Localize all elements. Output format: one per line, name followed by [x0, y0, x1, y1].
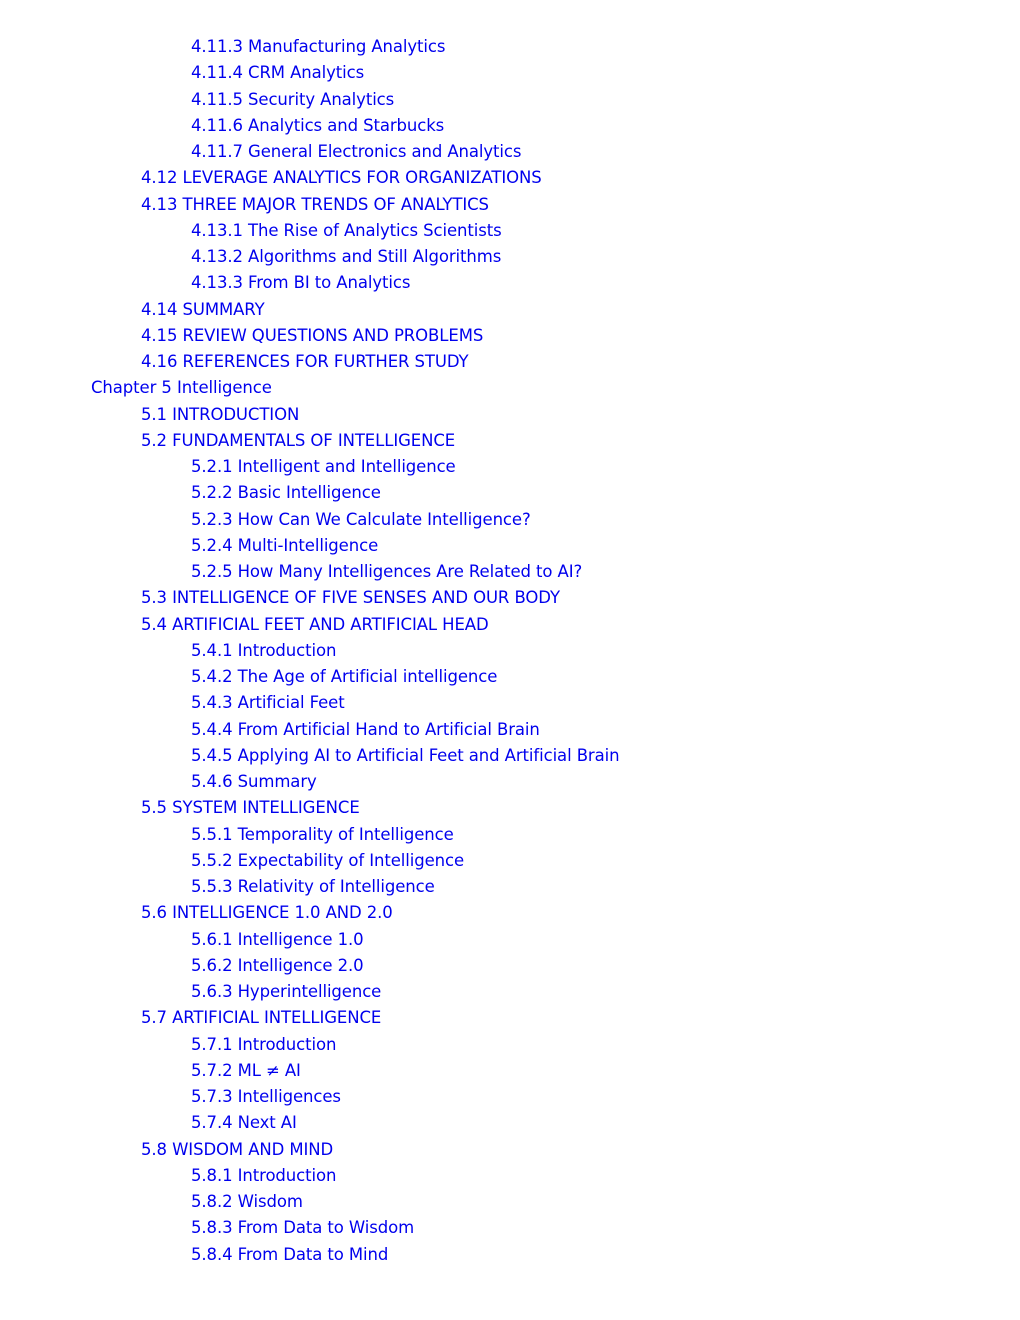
toc-link-level-3[interactable]: 5.2.4 Multi-Intelligence: [191, 535, 379, 555]
toc-link-level-3[interactable]: 5.7.4 Next AI: [191, 1113, 297, 1133]
toc-link-level-3[interactable]: 5.6.2 Intelligence 2.0: [191, 955, 364, 975]
toc-item: [0, 375, 1020, 401]
table-of-contents: [0, 34, 1020, 1268]
toc-item: [0, 1084, 1020, 1110]
toc-link-level-3[interactable]: 5.8.2 Wisdom: [191, 1192, 303, 1211]
toc-item: [0, 638, 1020, 664]
toc-item: [0, 979, 1020, 1005]
toc-item: [0, 1189, 1020, 1215]
toc-item: [0, 690, 1020, 716]
toc-item: [0, 874, 1020, 900]
toc-item: [0, 900, 1020, 926]
toc-link-level-2[interactable]: 4.13 THREE MAJOR TRENDS OF ANALYTICS: [141, 194, 489, 214]
toc-item: [0, 533, 1020, 559]
toc-item: [0, 218, 1020, 244]
toc-item: [0, 1163, 1020, 1189]
toc-item: [0, 848, 1020, 874]
toc-item: [0, 297, 1020, 323]
toc-link-level-3[interactable]: 4.11.5 Security Analytics: [191, 89, 395, 109]
toc-link-level-3[interactable]: 4.11.4 CRM Analytics: [191, 63, 365, 83]
toc-link-level-2[interactable]: 4.15 REVIEW QUESTIONS AND PROBLEMS: [141, 325, 484, 345]
toc-link-level-3[interactable]: 5.7.2 ML ≠ AI: [191, 1060, 301, 1080]
toc-link-level-2[interactable]: 5.7 ARTIFICIAL INTELLIGENCE: [141, 1008, 382, 1028]
toc-item: [0, 559, 1020, 585]
toc-link-level-3[interactable]: 5.4.2 The Age of Artificial intelligence: [191, 667, 498, 686]
toc-item: [0, 822, 1020, 848]
toc-item: [0, 717, 1020, 743]
toc-link-level-3[interactable]: 5.4.4 From Artificial Hand to Artificial Brain: [191, 719, 540, 739]
toc-link-level-3[interactable]: 5.2.2 Basic Intelligence: [191, 483, 381, 503]
toc-link-level-3[interactable]: 5.2.3 How Can We Calculate Intelligence?: [191, 509, 531, 529]
toc-link-level-3[interactable]: 4.11.7 General Electronics and Analytics: [191, 142, 522, 161]
toc-link-level-3[interactable]: 5.4.3 Artificial Feet: [191, 693, 345, 713]
toc-item: [0, 795, 1020, 821]
toc-item: [0, 428, 1020, 454]
toc-link-level-3[interactable]: 5.4.5 Applying AI to Artificial Feet and Artificial Brain: [191, 745, 620, 765]
toc-link-level-3[interactable]: 5.8.1 Introduction: [191, 1165, 337, 1185]
toc-link-level-3[interactable]: 5.5.1 Temporality of Intelligence: [191, 824, 454, 844]
toc-link-level-2[interactable]: 5.6 INTELLIGENCE 1.0 AND 2.0: [141, 903, 393, 923]
toc-item: [0, 402, 1020, 428]
toc-link-level-3[interactable]: 4.11.3 Manufacturing Analytics: [191, 37, 446, 56]
toc-link-level-3[interactable]: 5.2.5 How Many Intelligences Are Related to AI?: [191, 562, 583, 581]
toc-link-level-2[interactable]: 5.1 INTRODUCTION: [141, 404, 300, 424]
toc-item: [0, 60, 1020, 86]
toc-link-level-3[interactable]: 4.13.1 The Rise of Analytics Scientists: [191, 220, 502, 240]
toc-item: [0, 113, 1020, 139]
toc-link-level-3[interactable]: 5.8.4 From Data to Mind: [191, 1244, 389, 1264]
toc-link-level-2[interactable]: 5.4 ARTIFICIAL FEET AND ARTIFICIAL HEAD: [141, 614, 489, 634]
toc-link-level-3[interactable]: 4.13.3 From BI to Analytics: [191, 273, 411, 293]
toc-link-level-3[interactable]: 5.4.6 Summary: [191, 772, 317, 791]
toc-link-level-1[interactable]: Chapter 5 Intelligence: [91, 378, 272, 398]
toc-item: [0, 743, 1020, 769]
toc-link-level-2[interactable]: 5.5 SYSTEM INTELLIGENCE: [141, 798, 360, 818]
toc-item: [0, 1215, 1020, 1241]
toc-link-level-3[interactable]: 5.4.1 Introduction: [191, 640, 337, 660]
toc-item: [0, 165, 1020, 191]
toc-link-level-3[interactable]: 5.6.1 Intelligence 1.0: [191, 929, 364, 949]
toc-item: [0, 1058, 1020, 1084]
toc-item: [0, 664, 1020, 690]
toc-item: [0, 769, 1020, 795]
toc-link-level-3[interactable]: 5.2.1 Intelligent and Intelligence: [191, 457, 456, 476]
toc-link-level-2[interactable]: 4.16 REFERENCES FOR FURTHER STUDY: [141, 352, 469, 371]
toc-item: [0, 87, 1020, 113]
toc-link-level-2[interactable]: 5.2 FUNDAMENTALS OF INTELLIGENCE: [141, 430, 456, 450]
toc-item: [0, 349, 1020, 375]
toc-link-level-3[interactable]: 5.5.3 Relativity of Intelligence: [191, 877, 435, 896]
toc-item: [0, 1110, 1020, 1136]
toc-link-level-3[interactable]: 5.6.3 Hyperintelligence: [191, 982, 382, 1001]
toc-item: [0, 270, 1020, 296]
toc-item: [0, 612, 1020, 638]
toc-item: [0, 953, 1020, 979]
toc-item: [0, 507, 1020, 533]
toc-link-level-2[interactable]: 4.14 SUMMARY: [141, 299, 265, 319]
toc-item: [0, 585, 1020, 611]
toc-link-level-3[interactable]: 4.11.6 Analytics and Starbucks: [191, 115, 445, 135]
toc-item: [0, 1032, 1020, 1058]
toc-item: [0, 139, 1020, 165]
toc-item: [0, 323, 1020, 349]
toc-link-level-2[interactable]: 5.3 INTELLIGENCE OF FIVE SENSES AND OUR BODY: [141, 588, 560, 608]
toc-item: [0, 1137, 1020, 1163]
toc-item: [0, 454, 1020, 480]
toc-link-level-2[interactable]: 4.12 LEVERAGE ANALYTICS FOR ORGANIZATIONS: [141, 168, 542, 188]
toc-link-level-3[interactable]: 4.13.2 Algorithms and Still Algorithms: [191, 247, 502, 266]
toc-item: [0, 192, 1020, 218]
toc-link-level-3[interactable]: 5.8.3 From Data to Wisdom: [191, 1218, 415, 1238]
toc-link-level-2[interactable]: 5.8 WISDOM AND MIND: [141, 1139, 334, 1159]
toc-item: [0, 927, 1020, 953]
toc-link-level-3[interactable]: 5.7.1 Introduction: [191, 1034, 337, 1054]
toc-item: [0, 480, 1020, 506]
toc-item: [0, 34, 1020, 60]
toc-item: [0, 1242, 1020, 1268]
toc-link-level-3[interactable]: 5.7.3 Intelligences: [191, 1087, 341, 1106]
toc-link-level-3[interactable]: 5.5.2 Expectability of Intelligence: [191, 850, 465, 870]
toc-item: [0, 244, 1020, 270]
toc-item: [0, 1005, 1020, 1031]
